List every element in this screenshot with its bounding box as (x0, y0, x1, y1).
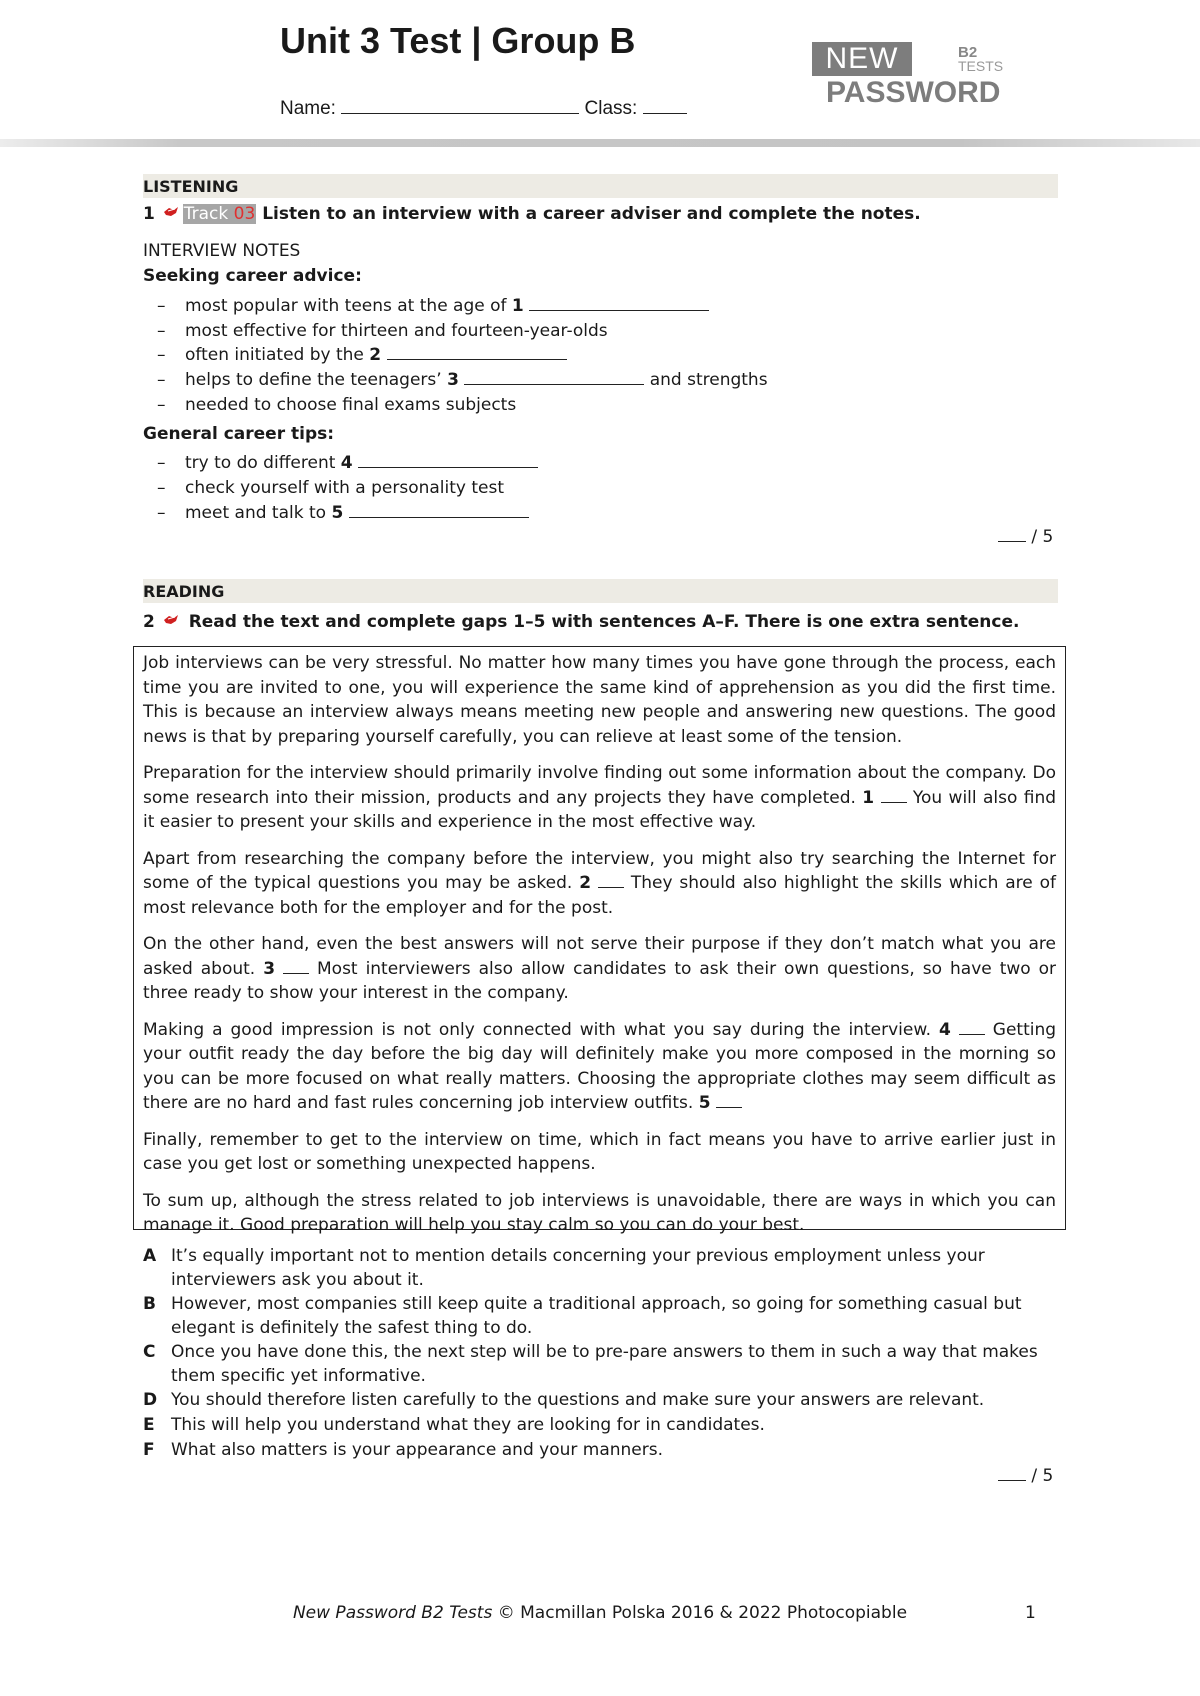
reading-gap-2[interactable] (598, 873, 624, 888)
note-item-1 (185, 296, 709, 316)
option-a (143, 1244, 1103, 1292)
note-text: helps to define the teenagers’ (185, 370, 442, 390)
option-letter: E (143, 1415, 155, 1435)
track-number: 03 (233, 204, 256, 224)
reading-text-box (133, 646, 1066, 1235)
tip-item-1 (185, 453, 538, 473)
paragraph-1 (143, 651, 1056, 749)
score-total: / 5 (1031, 527, 1054, 547)
gap-number: 2 (579, 873, 592, 893)
paragraph-text: Finally, remember to get to the interview on time, which in fact means you have to arrive earlier just in case you get lost or something unexpected happens. (143, 1129, 1056, 1174)
option-letter: B (143, 1294, 156, 1314)
score-blank[interactable] (998, 1466, 1026, 1481)
paragraph-text: Apart from researching the company before the interview, you might also try searching the Internet for some of the typical questions you may be asked. (143, 848, 1056, 893)
note-text: often initiated by the (185, 345, 364, 365)
gap-number: 3 (447, 370, 459, 390)
dash: – (157, 478, 166, 498)
notes-list-1 (0, 296, 1200, 416)
option-letter: A (143, 1246, 157, 1266)
note-text-after: and strengths (649, 370, 768, 390)
listening-heading-text: LISTENING (143, 177, 239, 196)
option-letter: C (143, 1342, 156, 1362)
notes-subheading-1: Seeking career advice: (143, 266, 362, 286)
name-class-row (280, 97, 687, 120)
paragraph-text: To sum up, although the stress related to job interviews is unavoidable, there are ways in which you can manage it. Good preparation will help you stay calm so you can do your best. (143, 1190, 1056, 1235)
note-item-5: needed to choose final exams subjects (185, 395, 517, 415)
answer-blank-3[interactable] (464, 370, 644, 385)
footer-copyright: © Macmillan Polska 2016 & 2022 Photocopiable (497, 1603, 908, 1623)
listening-task (143, 204, 921, 224)
class-field[interactable] (643, 97, 687, 114)
note-item-4 (185, 370, 768, 390)
footer-book-title: New Password B2 Tests (292, 1603, 493, 1623)
track-label[interactable] (183, 204, 257, 224)
option-e (143, 1413, 1103, 1437)
tip-item-2: check yourself with a personality test (185, 478, 505, 498)
reading-task (143, 612, 1019, 632)
option-text: You should therefore listen carefully to the questions and make sure your answers are relevant. (171, 1390, 985, 1410)
dash: – (157, 321, 166, 341)
listening-heading (143, 174, 1058, 198)
paragraph-text: They should also highlight the skills which are of most relevance both for the employer and for the post. (143, 873, 1057, 918)
audio-track-icon (163, 206, 179, 218)
notes-list-2 (0, 453, 1200, 528)
note-text: try to do different (185, 453, 336, 473)
reading-heading-text: READING (143, 582, 225, 601)
option-text: It’s equally important not to mention details concerning your previous employment unless your interviewers ask you about it. (171, 1246, 985, 1290)
gap-number: 4 (340, 453, 353, 473)
reading-gap-3[interactable] (283, 959, 309, 974)
reading-instruction: Read the text and complete gaps 1–5 with sentences A–F. There is one extra sentence. (188, 612, 1020, 632)
page-number: 1 (1025, 1603, 1036, 1623)
gap-number: 4 (939, 1019, 951, 1040)
reading-task-icon (163, 614, 179, 626)
option-d (143, 1388, 1103, 1412)
paragraph-text: Most interviewers also allow candidates to ask their own questions, so have two or three ready to show your interest in the company. (143, 958, 1057, 1003)
score-blank[interactable] (998, 527, 1026, 542)
score-total: / 5 (1031, 1466, 1054, 1486)
dash: – (157, 453, 166, 473)
note-item-2: most effective for thirteen and fourteen-year-olds (185, 321, 608, 341)
option-letter: F (143, 1440, 155, 1460)
dash: – (157, 345, 166, 365)
logo-b2: B2 (958, 44, 978, 61)
gap-number: 5 (698, 1093, 711, 1113)
listening-instruction: Listen to an interview with a career adviser and complete the notes. (262, 204, 921, 224)
page-title: Unit 3 Test | Group B (280, 20, 636, 61)
gap-number: 1 (511, 296, 524, 316)
reading-gap-5[interactable] (716, 1093, 742, 1108)
option-text: Once you have done this, the next step will be to pre-pare answers to them in such a way that makes them specific yet informative. (171, 1342, 1038, 1386)
note-item-3 (185, 345, 567, 365)
paragraph-5 (143, 1018, 1056, 1116)
class-label: Class: (584, 98, 638, 119)
answer-blank-1[interactable] (529, 296, 709, 311)
dash: – (157, 503, 166, 523)
reading-gap-4[interactable] (959, 1020, 985, 1035)
task-number: 2 (143, 612, 155, 632)
option-b (143, 1292, 1103, 1340)
option-letter: D (143, 1390, 158, 1410)
reading-score (998, 1466, 1053, 1486)
dash: – (157, 370, 166, 390)
note-text: meet and talk to (185, 503, 327, 523)
dash: – (157, 296, 166, 316)
header-divider (0, 139, 1200, 147)
option-text: However, most companies still keep quite a traditional approach, so going for something casual but elegant is definitely the safest thing to do. (171, 1294, 1022, 1338)
footer (0, 1603, 1200, 1623)
listening-score (998, 527, 1053, 547)
reading-heading (143, 579, 1058, 603)
paragraph-3 (143, 847, 1056, 921)
paragraph-text: Making a good impression is not only connected with what you say during the interview. (143, 1019, 932, 1040)
gap-number: 3 (263, 958, 276, 979)
gap-number: 2 (369, 345, 382, 365)
dash: – (157, 395, 166, 415)
paragraph-2 (143, 761, 1056, 835)
name-label: Name: (280, 98, 336, 119)
paragraph-text: Getting your outfit ready the day before the big day will definitely make you more composed in the morning so you can be more focused on what really matters. Choosing the appropriate clothes may seem difficult as there are no hard and fast rules concerning job interview outfits. (143, 1019, 1057, 1113)
task-number: 1 (143, 204, 155, 224)
gap-number: 5 (331, 503, 344, 523)
paragraph-7 (143, 1189, 1056, 1238)
tip-item-3 (185, 503, 529, 523)
notes-subheading-2: General career tips: (143, 424, 335, 444)
paragraph-text: Preparation for the interview should primarily involve finding out some information about the company. Do some research into their mission, products and any projects they have completed. (143, 763, 1056, 808)
option-c (143, 1340, 1103, 1388)
notes-title: INTERVIEW NOTES (143, 241, 301, 261)
option-text: This will help you understand what they are looking for in candidates. (171, 1415, 765, 1435)
paragraph-text: On the other hand, even the best answers will not serve their purpose if they don’t match what you are asked about. (143, 934, 1056, 979)
track-word: Track (183, 204, 229, 224)
note-text: most popular with teens at the age of (185, 296, 507, 316)
reading-gap-1[interactable] (881, 788, 907, 803)
option-text: What also matters is your appearance and your manners. (171, 1440, 664, 1460)
paragraph-4 (143, 932, 1056, 1006)
name-field[interactable] (341, 97, 579, 114)
option-f (143, 1438, 1103, 1462)
gap-number: 1 (862, 787, 875, 808)
logo-tests: TESTS (958, 58, 1004, 74)
paragraph-6 (143, 1128, 1056, 1177)
answer-blank-4[interactable] (358, 453, 538, 468)
logo-password: PASSWORD (826, 76, 1001, 109)
answer-blank-5[interactable] (349, 503, 529, 518)
paragraph-text: You will also find it easier to present your skills and experience in the most effective way. (143, 787, 1057, 832)
new-password-logo (812, 42, 1012, 110)
logo-new: NEW (812, 42, 912, 76)
answer-blank-2[interactable] (387, 345, 567, 360)
paragraph-text: Job interviews can be very stressful. No matter how many times you have gone through the process, each time you are invited to one, you will experience the same kind of apprehension as you did the first time. This is because an interview always means meeting new people and answering new questions. The good news is that by preparing yourself carefully, you can relieve at least some of the tension. (143, 653, 1056, 747)
